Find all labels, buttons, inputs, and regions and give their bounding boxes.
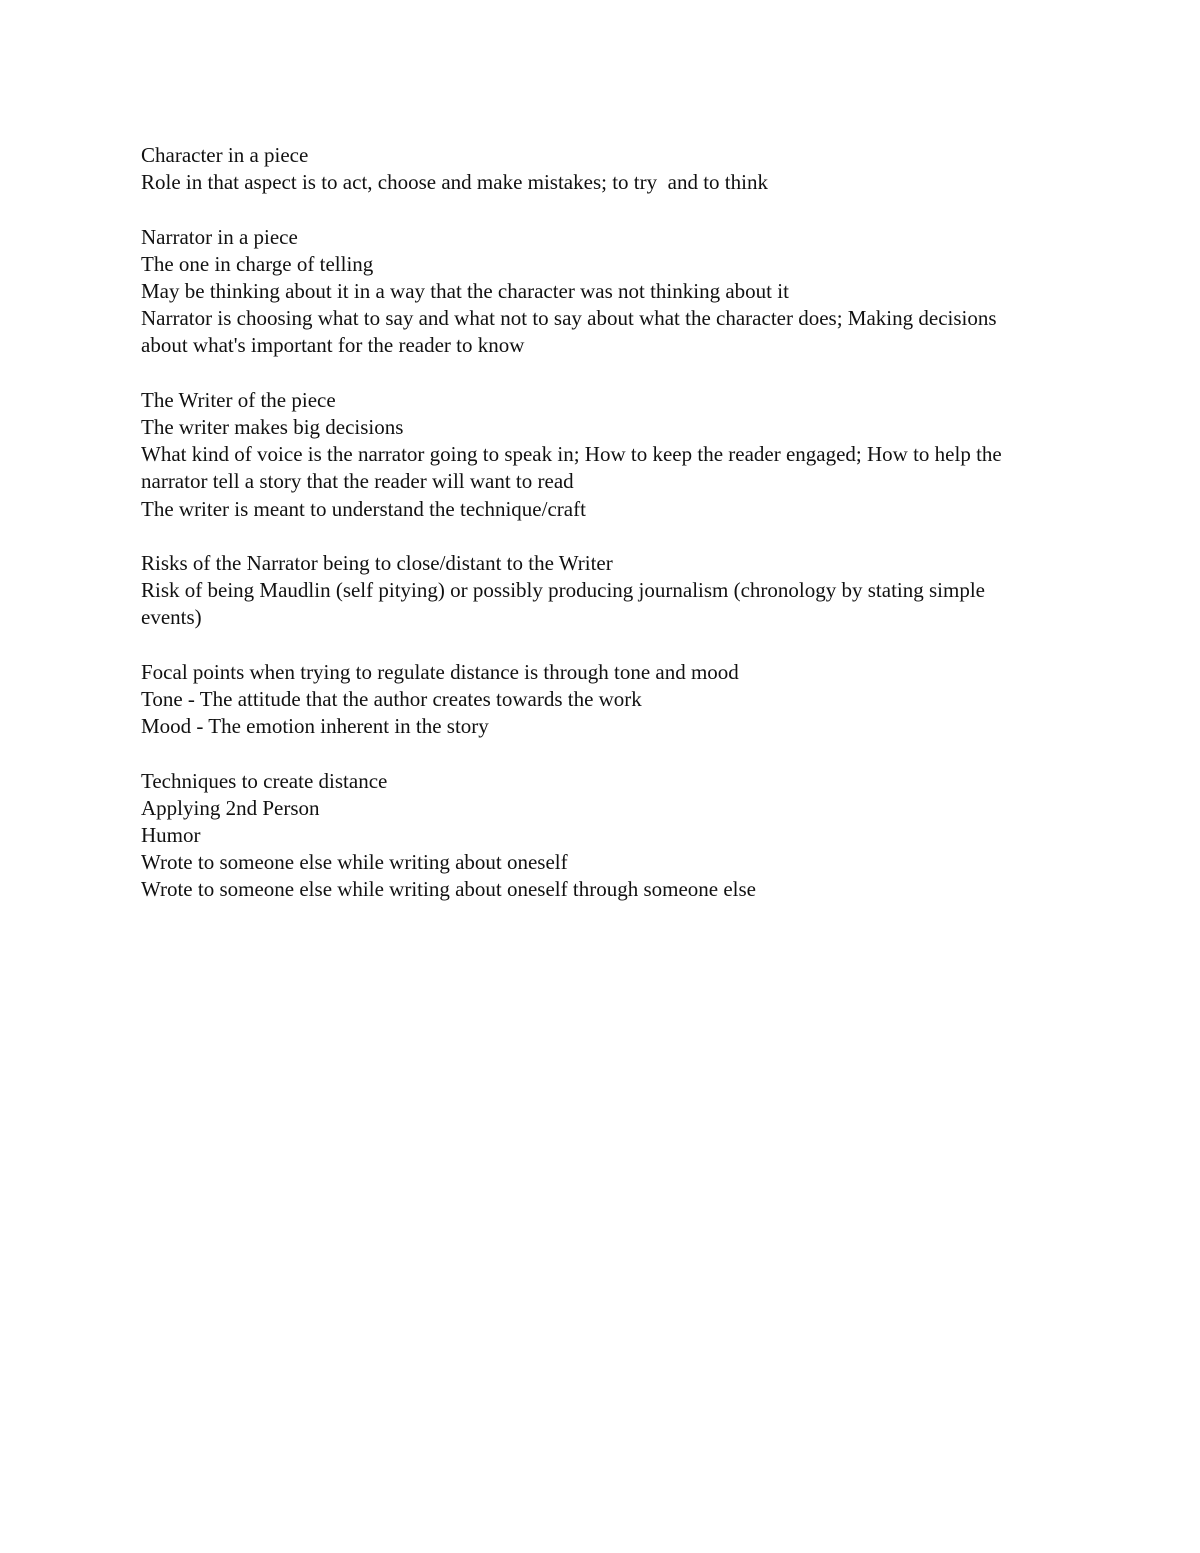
section-heading: Character in a piece bbox=[141, 143, 309, 167]
section-focal-points bbox=[141, 659, 1041, 741]
section-risks bbox=[141, 550, 1041, 632]
text-line: The writer is meant to understand the technique/craft bbox=[141, 496, 586, 521]
text-line: Applying 2nd Person bbox=[141, 795, 320, 820]
text-line: What kind of voice is the narrator going to speak in; How to keep the reader engaged; How to help the narrator tell a story that the reader will want to read bbox=[141, 442, 1007, 494]
section-character bbox=[141, 142, 1041, 196]
section-writer bbox=[141, 387, 1041, 523]
text-line: Humor bbox=[141, 823, 201, 847]
section-heading: Risks of the Narrator being to close/distant to the Writer bbox=[141, 551, 613, 575]
document-body bbox=[141, 142, 1041, 931]
text-line: May be thinking about it in a way that the character was not thinking about it bbox=[141, 279, 789, 303]
text-line: The writer makes big decisions bbox=[141, 415, 404, 439]
text-line: Wrote to someone else while writing about oneself bbox=[141, 850, 568, 875]
text-line: Mood - The emotion inherent in the story bbox=[141, 714, 489, 739]
text-line: Tone - The attitude that the author creates towards the work bbox=[141, 687, 642, 711]
section-heading: Focal points when trying to regulate distance is through tone and mood bbox=[141, 659, 739, 684]
section-heading: Narrator in a piece bbox=[141, 224, 298, 249]
section-heading: Techniques to create distance bbox=[141, 768, 388, 793]
text-line: Narrator is choosing what to say and what not to say about what the character does; Making decisions about what's important for the reader to know bbox=[141, 306, 1002, 358]
text-line: Risk of being Maudlin (self pitying) or possibly producing journalism (chronology by stating simple events) bbox=[141, 578, 991, 630]
text-line: Role in that aspect is to act, choose and make mistakes; to try and to think bbox=[141, 170, 768, 195]
section-heading: The Writer of the piece bbox=[141, 387, 336, 412]
section-narrator bbox=[141, 224, 1041, 360]
text-line: The one in charge of telling bbox=[141, 251, 374, 276]
section-techniques bbox=[141, 768, 1041, 904]
text-line: Wrote to someone else while writing about oneself through someone else bbox=[141, 877, 756, 902]
